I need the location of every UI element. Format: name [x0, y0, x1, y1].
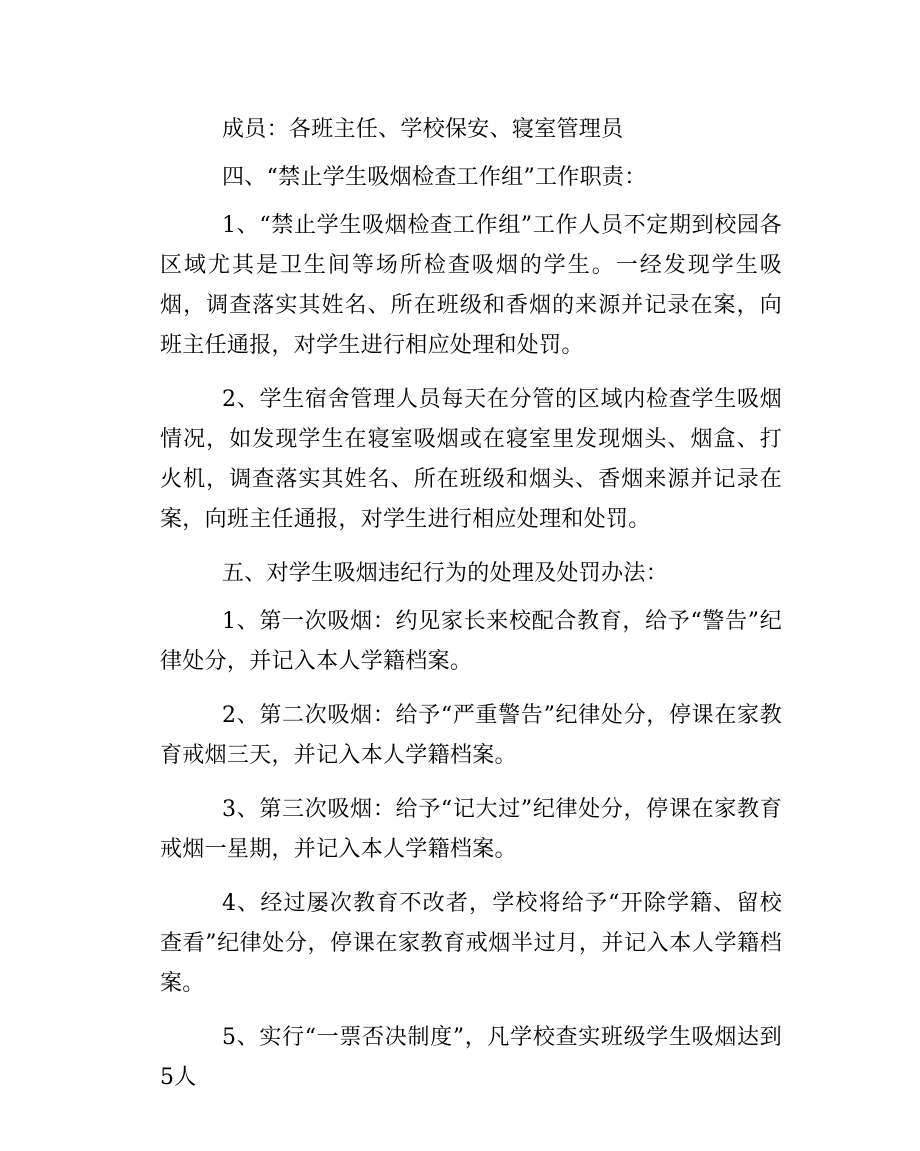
section-heading-4: 四、“禁止学生吸烟检查工作组”工作职责：	[222, 165, 647, 190]
paragraph-duty-1: 1、“禁止学生吸烟检查工作组”工作人员不定期到校园各区域尤其是卫生间等场所检查吸烟的学生。一经发现学生吸烟，调查落实其姓名、所在班级和香烟的来源并记录在案，向班主任通报，对学生进行相应处理和处罚。	[160, 213, 782, 358]
paragraph-penalty-1: 1、第一次吸烟：约见家长来校配合教育，给予“警告”纪律处分，并记入本人学籍档案。	[160, 609, 782, 674]
paragraph-members: 成员：各班主任、学校保安、寝室管理员	[222, 117, 624, 142]
paragraph-duty-2: 2、学生宿舍管理人员每天在分管的区域内检查学生吸烟情况，如发现学生在寝室吸烟或在寝室里发现烟头、烟盒、打火机，调查落实其姓名、所在班级和烟头、香烟来源并记录在案，向班主任通报，对学生进行相应处理和处罚。	[160, 387, 782, 532]
paragraph-penalty-4: 4、经过屡次教育不改者，学校将给予“开除学籍、留校查看”纪律处分，停课在家教育戒烟半过月，并记入本人学籍档案。	[160, 891, 782, 996]
paragraph-penalty-3: 3、第三次吸烟：给予“记大过”纪律处分，停课在家教育戒烟一星期，并记入本人学籍档案。	[160, 797, 782, 862]
section-heading-5: 五、对学生吸烟违纪行为的处理及处罚办法：	[222, 561, 669, 586]
paragraph-penalty-2: 2、第二次吸烟：给予“严重警告”纪律处分，停课在家教育戒烟三天，并记入本人学籍档案。	[160, 703, 782, 768]
paragraph-penalty-5: 5、实行“一票否决制度”，凡学校查实班级学生吸烟达到5人	[160, 1025, 782, 1090]
document-body	[160, 110, 782, 1112]
